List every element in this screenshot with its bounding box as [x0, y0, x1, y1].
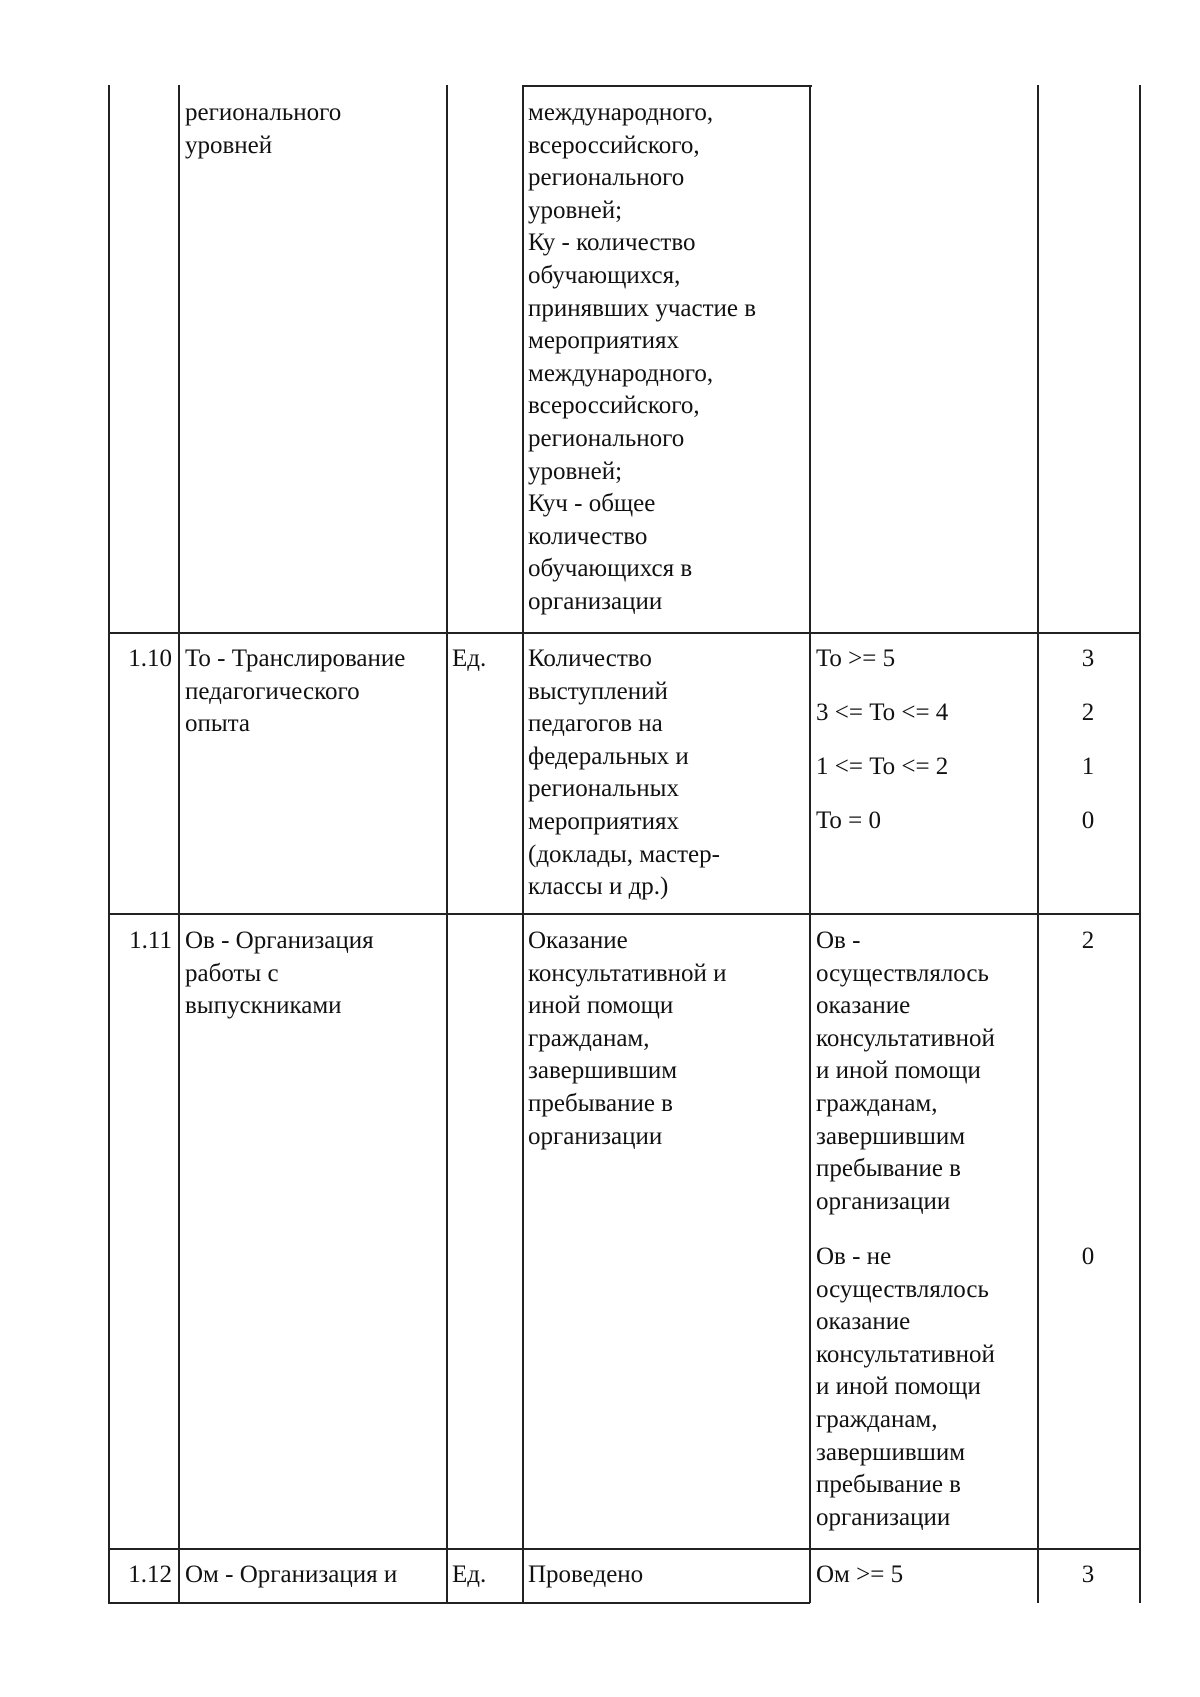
condition-2: 3 <= То <= 4: [816, 699, 949, 726]
condition-2: [816, 1241, 1034, 1534]
column-line: [809, 85, 811, 1603]
indicator-name-text: То - Транслирование педагогического опыта: [185, 645, 406, 738]
column-line: [178, 85, 180, 1603]
indicator-description-continuation: [528, 97, 806, 619]
column-line: [522, 85, 524, 1603]
table-bottom-border: [108, 1602, 810, 1604]
points-2: 2: [1081, 699, 1095, 726]
points-1: 2: [1081, 927, 1095, 954]
indicator-description-text: Количество выступлений педагогов на федеральных и региональных мероприятиях (доклады, мастер- классы и др.): [528, 645, 720, 901]
row-number: 1.11: [129, 927, 172, 954]
unit-of-measure: Ед.: [452, 645, 487, 672]
points-4: 0: [1081, 807, 1095, 834]
points-1: 3: [1081, 1561, 1095, 1588]
condition-text: Ов - осуществлялось оказание консультативной и иной помощи гражданам, завершившим пребывание в организации: [816, 927, 995, 1215]
unit-of-measure: Ед.: [452, 1561, 487, 1588]
indicator-description: [528, 925, 806, 1153]
column-line: [446, 85, 448, 1603]
indicator-name-continuation: [185, 97, 440, 162]
indicator-name-text: Ов - Организация работы с выпускниками: [185, 927, 374, 1020]
column-line: [1037, 85, 1039, 1603]
indicator-description: Проведено: [528, 1561, 644, 1588]
indicator-description-text: Оказание консультативной и иной помощи гражданам, завершившим пребывание в организации: [528, 927, 727, 1150]
table-top-border: [524, 85, 812, 87]
points-1: 3: [1081, 645, 1095, 672]
row-number: 1.10: [128, 645, 172, 672]
condition-1: [816, 925, 1034, 1218]
row-separator: [108, 632, 1140, 634]
column-line: [1139, 85, 1141, 1603]
condition-text: Ов - не осуществлялось оказание консультативной и иной помощи гражданам, завершившим пребывание в организации: [816, 1243, 995, 1531]
indicator-name: [185, 643, 443, 741]
condition-3: 1 <= То <= 2: [816, 753, 949, 780]
column-line: [108, 85, 110, 1603]
row-number: 1.12: [128, 1561, 172, 1588]
points-2: 0: [1081, 1243, 1095, 1270]
indicator-name: [185, 925, 443, 1023]
indicator-name: Ом - Организация и: [185, 1561, 398, 1588]
condition-1: То >= 5: [816, 645, 896, 672]
row-separator: [108, 913, 1140, 915]
row-separator: [108, 1548, 1140, 1550]
indicator-name-text: регионального уровней: [185, 99, 342, 159]
indicator-description-text: международного, всероссийского, регионального уровней; Ку - количество обучающихся, принявших участие в мероприятиях международного, всероссийского, регионального уровней; Куч - общее количество обучающихся в организации: [528, 99, 757, 615]
condition-1: Ом >= 5: [816, 1561, 904, 1588]
indicator-description: [528, 643, 806, 904]
condition-4: То = 0: [816, 807, 881, 834]
points-3: 1: [1081, 753, 1095, 780]
